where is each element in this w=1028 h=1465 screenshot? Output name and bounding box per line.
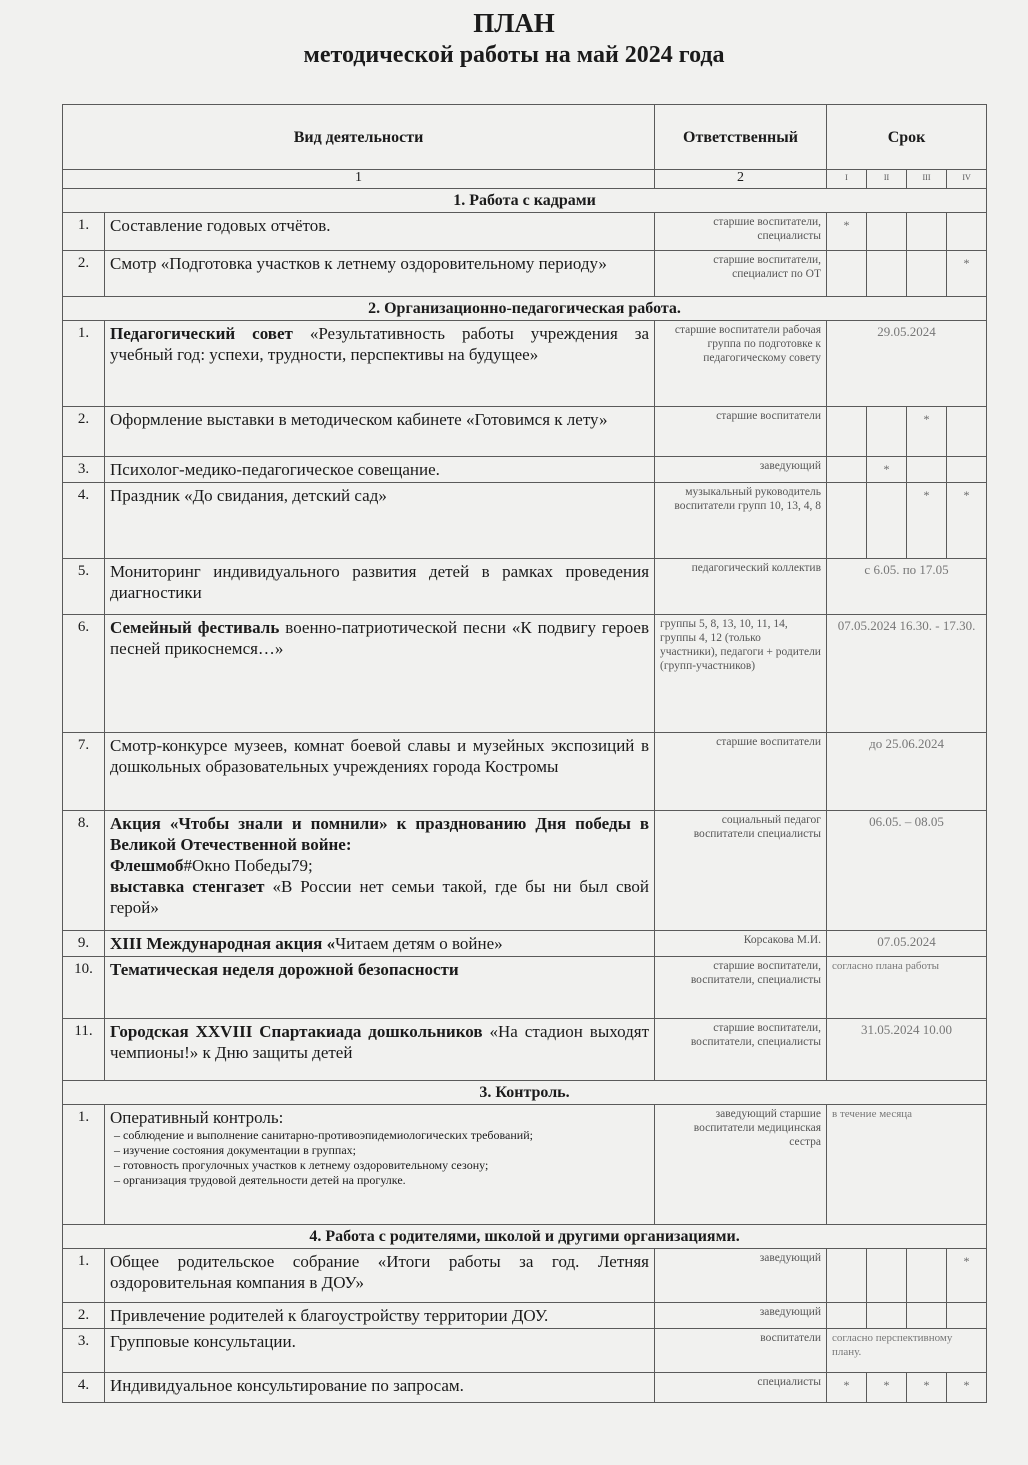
responsible-cell: старшие воспитатели, воспитатели, специалисты	[655, 957, 827, 1019]
activity-description	[105, 1019, 655, 1081]
header-row	[63, 105, 987, 170]
activity-bold-text-3: выставка стенгазет	[110, 877, 265, 896]
week-mark-1	[827, 251, 867, 297]
header-term: Срок	[827, 105, 987, 170]
table-row	[63, 457, 987, 483]
row-number: 9.	[63, 931, 105, 957]
activity-text: Читаем детям о войне»	[335, 934, 503, 953]
control-list-item: – готовность прогулочных участков к летнему оздоровительному сезону;	[130, 1158, 649, 1173]
responsible-cell: музыкальный руководитель воспитатели групп 10, 13, 4, 8	[655, 483, 827, 559]
responsible-cell: старшие воспитатели, специалист по ОТ	[655, 251, 827, 297]
row-number: 3.	[63, 457, 105, 483]
table-row	[63, 615, 987, 733]
week-mark-4	[947, 407, 987, 457]
activity-text-2: #Окно Победы79;	[183, 856, 313, 875]
week-mark-4	[947, 457, 987, 483]
table-row	[63, 1329, 987, 1373]
section-title: 1. Работа с кадрами	[63, 189, 987, 213]
table-row	[63, 957, 987, 1019]
col-number-1: 1	[63, 170, 655, 189]
activity-description	[105, 811, 655, 931]
activity-description	[105, 457, 655, 483]
week-mark-1	[827, 483, 867, 559]
control-list	[110, 1128, 649, 1188]
term-cell: 07.05.2024 16.30. - 17.30.	[827, 615, 987, 733]
activity-description	[105, 483, 655, 559]
plan-table	[62, 104, 987, 1403]
responsible-cell: заведующий	[655, 1303, 827, 1329]
responsible-cell: педагогический коллектив	[655, 559, 827, 615]
activity-description	[105, 615, 655, 733]
table-row	[63, 251, 987, 297]
week-mark-2	[867, 1249, 907, 1303]
row-number: 4.	[63, 1373, 105, 1403]
week-3: III	[907, 170, 947, 189]
week-mark-4: *	[947, 251, 987, 297]
term-cell: 07.05.2024	[827, 931, 987, 957]
activity-text: Групповые консультации.	[110, 1332, 296, 1351]
activity-bold-text: Педагогический совет	[110, 324, 293, 343]
table-row	[63, 559, 987, 615]
table-row	[63, 931, 987, 957]
term-cell: в течение месяца	[827, 1105, 987, 1225]
row-number: 11.	[63, 1019, 105, 1081]
control-list-item: – соблюдение и выполнение санитарно-противоэпидемиологических требований;	[130, 1128, 649, 1143]
activity-description	[105, 733, 655, 811]
term-cell: до 25.06.2024	[827, 733, 987, 811]
table-row	[63, 1303, 987, 1329]
activity-text: Психолог-медико-педагогическое совещание.	[110, 460, 440, 479]
responsible-cell: заведующий	[655, 457, 827, 483]
responsible-cell: специалисты	[655, 1373, 827, 1403]
week-mark-3	[907, 457, 947, 483]
week-mark-2	[867, 483, 907, 559]
responsible-cell: воспитатели	[655, 1329, 827, 1373]
week-mark-2	[867, 251, 907, 297]
activity-bold-text-2: Флешмоб	[110, 856, 184, 875]
responsible-cell: старшие воспитатели	[655, 733, 827, 811]
table-row	[63, 321, 987, 407]
week-4: IV	[947, 170, 987, 189]
activity-description	[105, 1303, 655, 1329]
activity-text: военно-патриотической песни «К подвигу героев песней прикоснемся…»	[110, 618, 650, 658]
week-mark-2	[867, 213, 907, 251]
col-number-2: 2	[655, 170, 827, 189]
activity-text-3: «В России нет семьи такой, где бы ни был свой герой»	[110, 877, 650, 917]
section-title: 4. Работа с родителями, школой и другими организациями.	[63, 1225, 987, 1249]
table-row	[63, 1105, 987, 1225]
activity-text: Оперативный контроль:	[110, 1108, 284, 1127]
week-mark-1	[827, 1249, 867, 1303]
table-row	[63, 1019, 987, 1081]
header-responsible: Ответственный	[655, 105, 827, 170]
section-row	[63, 297, 987, 321]
activity-text: Смотр-конкурсе музеев, комнат боевой славы и музейных экспозиций в дошкольных образовательных учреждениях города Костромы	[110, 736, 650, 776]
activity-bold-text: Семейный фестиваль	[110, 618, 280, 637]
row-number: 4.	[63, 483, 105, 559]
row-number: 1.	[63, 1105, 105, 1225]
row-number: 1.	[63, 321, 105, 407]
activity-text: Составление годовых отчётов.	[110, 216, 331, 235]
week-mark-4: *	[947, 483, 987, 559]
row-number: 2.	[63, 1303, 105, 1329]
activity-text: Мониторинг индивидуального развития детей в рамках проведения диагностики	[110, 562, 650, 602]
activity-text: Индивидуальное консультирование по запросам.	[110, 1376, 464, 1395]
responsible-cell: старшие воспитатели, специалисты	[655, 213, 827, 251]
row-number: 10.	[63, 957, 105, 1019]
activity-text: «Результативность работы учреждения за учебный год: успехи, трудности, перспективы на будущее»	[110, 324, 649, 364]
activity-description	[105, 1329, 655, 1373]
activity-text: Привлечение родителей к благоустройству территории ДОУ.	[110, 1306, 549, 1325]
page-subtitle: методической работы на май 2024 года	[303, 42, 725, 68]
activity-description	[105, 957, 655, 1019]
activity-description	[105, 213, 655, 251]
activity-text: Оформление выставки в методическом кабинете «Готовимся к лету»	[110, 410, 608, 429]
activity-text: Смотр «Подготовка участков к летнему оздоровительному периоду»	[110, 254, 607, 273]
section-row	[63, 1081, 987, 1105]
header-activity: Вид деятельности	[63, 105, 655, 170]
week-mark-3	[907, 251, 947, 297]
row-number: 2.	[63, 251, 105, 297]
week-mark-4: *	[947, 1373, 987, 1403]
activity-bold-text: Тематическая неделя дорожной безопасности	[110, 960, 459, 979]
term-cell: согласно перспективному плану.	[827, 1329, 987, 1373]
row-number: 2.	[63, 407, 105, 457]
table-row	[63, 733, 987, 811]
table-row	[63, 213, 987, 251]
row-number: 8.	[63, 811, 105, 931]
week-mark-3: *	[907, 483, 947, 559]
week-2: II	[867, 170, 907, 189]
responsible-cell: социальный педагог воспитатели специалисты	[655, 811, 827, 931]
responsible-cell: заведующий	[655, 1249, 827, 1303]
activity-description	[105, 407, 655, 457]
activity-text: Праздник «До свидания, детский сад»	[110, 486, 387, 505]
section-row	[63, 1225, 987, 1249]
activity-description	[105, 1105, 655, 1225]
week-mark-4: *	[947, 1249, 987, 1303]
week-mark-2: *	[867, 1373, 907, 1403]
week-mark-2	[867, 407, 907, 457]
row-number: 6.	[63, 615, 105, 733]
week-mark-3	[907, 213, 947, 251]
responsible-cell: старшие воспитатели	[655, 407, 827, 457]
term-cell: 31.05.2024 10.00	[827, 1019, 987, 1081]
week-mark-2	[867, 1303, 907, 1329]
activity-description	[105, 1249, 655, 1303]
week-mark-3: *	[907, 1373, 947, 1403]
row-number: 5.	[63, 559, 105, 615]
week-mark-1: *	[827, 213, 867, 251]
activity-description	[105, 321, 655, 407]
row-number: 1.	[63, 213, 105, 251]
section-title: 3. Контроль.	[63, 1081, 987, 1105]
activity-text: «На стадион выходят чемпионы!» к Дню защиты детей	[110, 1022, 650, 1062]
page-title: ПЛАН	[473, 8, 555, 38]
week-mark-3	[907, 1249, 947, 1303]
term-cell: с 6.05. по 17.05	[827, 559, 987, 615]
term-cell: согласно плана работы	[827, 957, 987, 1019]
table-row	[63, 1249, 987, 1303]
table-row	[63, 811, 987, 931]
responsible-cell: группы 5, 8, 13, 10, 11, 14, группы 4, 12 (только участники), педагоги + родители (групп-участников)	[655, 615, 827, 733]
column-number-row	[63, 170, 987, 189]
row-number: 7.	[63, 733, 105, 811]
responsible-cell: Корсакова М.И.	[655, 931, 827, 957]
activity-description	[105, 251, 655, 297]
activity-description	[105, 931, 655, 957]
responsible-cell: старшие воспитатели, воспитатели, специалисты	[655, 1019, 827, 1081]
row-number: 1.	[63, 1249, 105, 1303]
control-list-item: – организация трудовой деятельности детей на прогулке.	[130, 1173, 649, 1188]
week-mark-3	[907, 1303, 947, 1329]
week-mark-2: *	[867, 457, 907, 483]
week-mark-1	[827, 457, 867, 483]
week-mark-1	[827, 1303, 867, 1329]
activity-bold-text: Акция «Чтобы знали и помнили» к празднованию Дня победы в Великой Отечественной войне:	[110, 814, 650, 854]
week-mark-1: *	[827, 1373, 867, 1403]
table-row	[63, 483, 987, 559]
term-cell: 06.05. – 08.05	[827, 811, 987, 931]
table-row	[63, 1373, 987, 1403]
table-row	[63, 407, 987, 457]
week-mark-1	[827, 407, 867, 457]
responsible-cell: старшие воспитатели рабочая группа по подготовке к педагогическому совету	[655, 321, 827, 407]
section-row	[63, 189, 987, 213]
row-number: 3.	[63, 1329, 105, 1373]
activity-text: Общее родительское собрание «Итоги работы за год. Летняя оздоровительная компания в ДОУ»	[110, 1252, 650, 1292]
activity-bold-text: Городская XXVIII Спартакиада дошкольников	[110, 1022, 483, 1041]
responsible-cell: заведующий старшие воспитатели медицинская сестра	[655, 1105, 827, 1225]
section-title: 2. Организационно-педагогическая работа.	[63, 297, 987, 321]
activity-bold-text: XIII Международная акция «	[110, 934, 336, 953]
week-1: I	[827, 170, 867, 189]
control-list-item: – изучение состояния документации в группах;	[130, 1143, 649, 1158]
week-mark-3: *	[907, 407, 947, 457]
activity-description	[105, 1373, 655, 1403]
week-mark-4	[947, 213, 987, 251]
week-mark-4	[947, 1303, 987, 1329]
activity-description	[105, 559, 655, 615]
term-cell: 29.05.2024	[827, 321, 987, 407]
